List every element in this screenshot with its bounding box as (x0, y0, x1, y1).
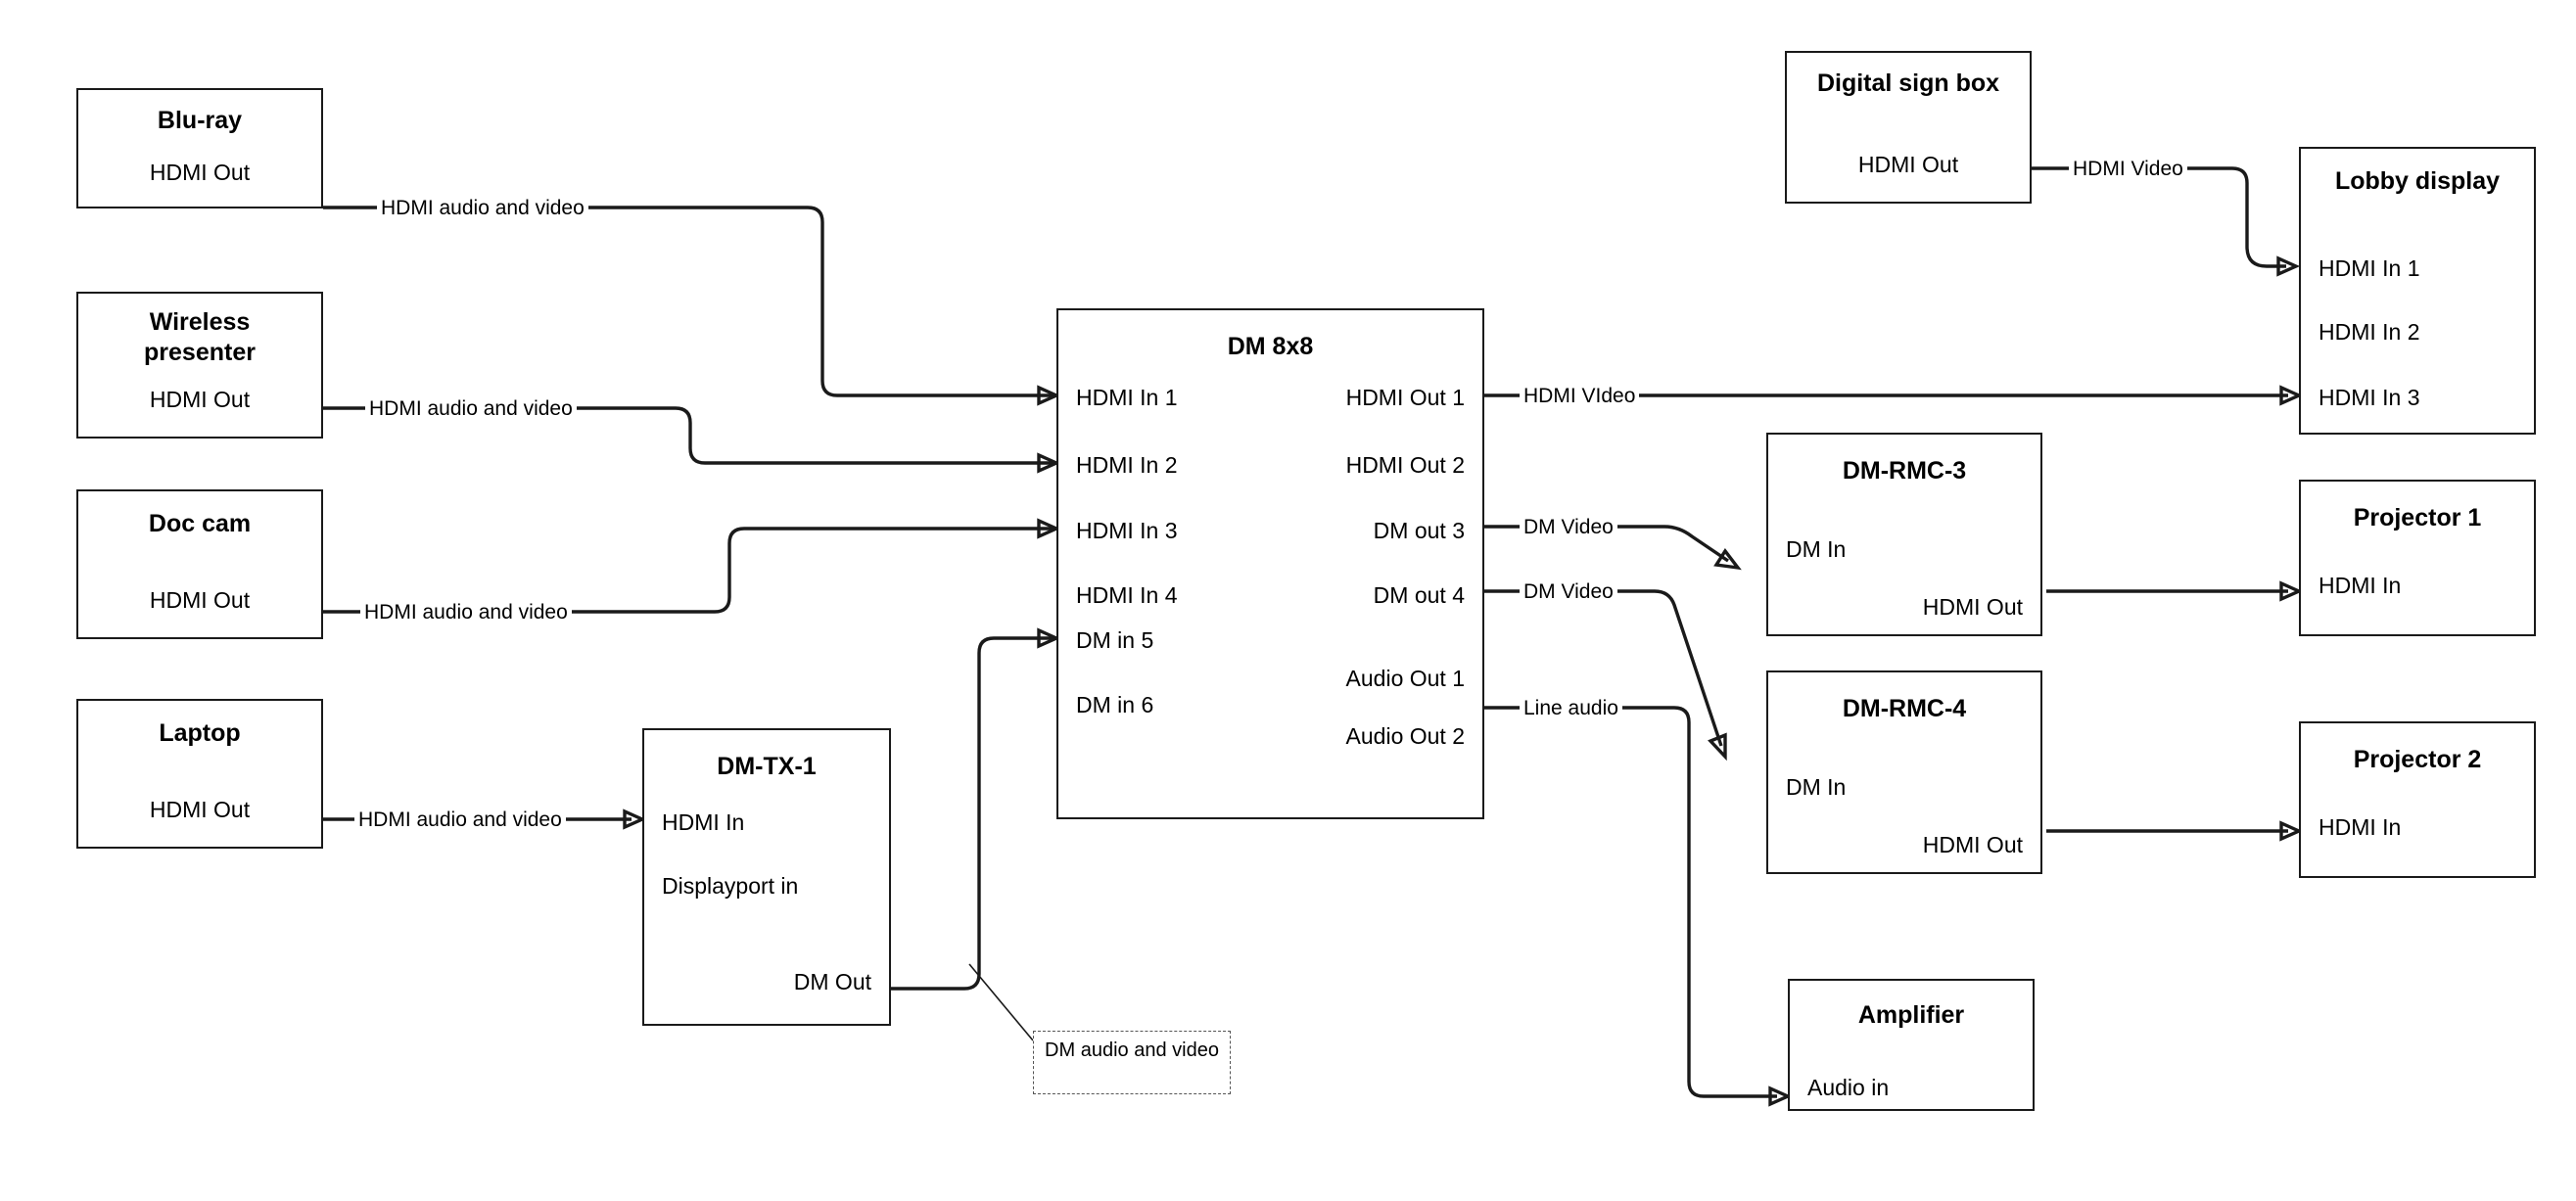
port-dm-out-3: DM out 3 (1373, 518, 1465, 543)
port-hdmi-in-1: HDMI In 1 (1076, 385, 1178, 410)
node-title: Amplifier (1857, 1001, 1965, 1029)
node-lobby-display[interactable] (2299, 147, 2536, 435)
port-hdmi-out: HDMI Out (149, 797, 251, 822)
edge-label-hdmi-video-out1: HDMI VIdeo (1520, 384, 1639, 408)
node-title: Projector 2 (2353, 746, 2482, 773)
port-hdmi-out-1: HDMI Out 1 (1345, 385, 1465, 410)
port-audio-out-2: Audio Out 2 (1345, 723, 1465, 749)
edge-label-line-audio: Line audio (1520, 696, 1622, 720)
port-hdmi-in-4: HDMI In 4 (1076, 582, 1178, 608)
port-dm-out: DM Out (793, 969, 871, 994)
port-hdmi-out: HDMI Out (1922, 832, 2023, 857)
port-audio-in: Audio in (1807, 1075, 1890, 1100)
port-hdmi-in: HDMI In (2318, 573, 2402, 598)
edge-label-wireless: HDMI audio and video (365, 396, 577, 421)
port-dm-in-6: DM in 6 (1076, 692, 1154, 717)
edge-label-dm-video-3: DM Video (1520, 515, 1617, 539)
node-bluray[interactable] (76, 88, 323, 208)
edge-label-sign-to-lobby: HDMI Video (2069, 157, 2187, 181)
node-title: Blu-ray (157, 107, 243, 134)
port-dm-in: DM In (1786, 774, 1847, 800)
node-amplifier[interactable] (1788, 979, 2035, 1111)
node-doc-cam[interactable] (76, 489, 323, 639)
node-title: DM-TX-1 (717, 753, 817, 780)
node-digital-sign-box[interactable] (1785, 51, 2032, 204)
port-dm-in: DM In (1786, 536, 1847, 562)
node-title: DM 8x8 (1227, 333, 1314, 360)
port-hdmi-in-1: HDMI In 1 (2318, 255, 2420, 281)
node-title: Digital sign box (1816, 69, 2000, 97)
node-title: Laptop (159, 719, 241, 747)
port-hdmi-in: HDMI In (662, 809, 745, 835)
edge-label-bluray: HDMI audio and video (377, 196, 588, 220)
port-hdmi-in: HDMI In (2318, 814, 2402, 840)
node-dm-rmc-3[interactable] (1766, 433, 2042, 636)
port-audio-out-1: Audio Out 1 (1345, 666, 1465, 691)
port-hdmi-out-2: HDMI Out 2 (1345, 452, 1465, 478)
node-title: Projector 1 (2353, 504, 2482, 531)
edge-label-laptop: HDMI audio and video (354, 808, 566, 832)
node-wireless-presenter[interactable] (76, 292, 323, 439)
port-dm-in-5: DM in 5 (1076, 627, 1154, 653)
node-title: Doc cam (148, 510, 252, 537)
port-hdmi-out: HDMI Out (149, 387, 251, 412)
port-hdmi-out: HDMI Out (149, 587, 251, 613)
node-dm-8x8[interactable] (1056, 308, 1484, 819)
node-dm-tx-1[interactable] (642, 728, 891, 1026)
edge-label-dm-video-4: DM Video (1520, 579, 1617, 604)
node-laptop[interactable] (76, 699, 323, 849)
node-title: Lobby display (2334, 167, 2501, 195)
node-title: DM-RMC-4 (1842, 695, 1967, 722)
port-hdmi-in-2: HDMI In 2 (1076, 452, 1178, 478)
note-dm-audio-and-video: DM audio and video (1033, 1031, 1231, 1094)
port-hdmi-out: HDMI Out (149, 160, 251, 185)
node-projector-2[interactable] (2299, 721, 2536, 878)
node-title: Wireless presenter (144, 308, 256, 366)
node-title: DM-RMC-3 (1842, 457, 1967, 485)
port-hdmi-in-2: HDMI In 2 (2318, 319, 2420, 345)
port-hdmi-out: HDMI Out (1922, 594, 2023, 620)
port-hdmi-in-3: HDMI In 3 (1076, 518, 1178, 543)
port-hdmi-out: HDMI Out (1857, 152, 1959, 177)
edge-label-doccam: HDMI audio and video (360, 600, 572, 624)
node-projector-1[interactable] (2299, 480, 2536, 636)
port-displayport-in: Displayport in (662, 873, 799, 899)
port-hdmi-in-3: HDMI In 3 (2318, 385, 2420, 410)
node-dm-rmc-4[interactable] (1766, 670, 2042, 874)
port-dm-out-4: DM out 4 (1373, 582, 1465, 608)
